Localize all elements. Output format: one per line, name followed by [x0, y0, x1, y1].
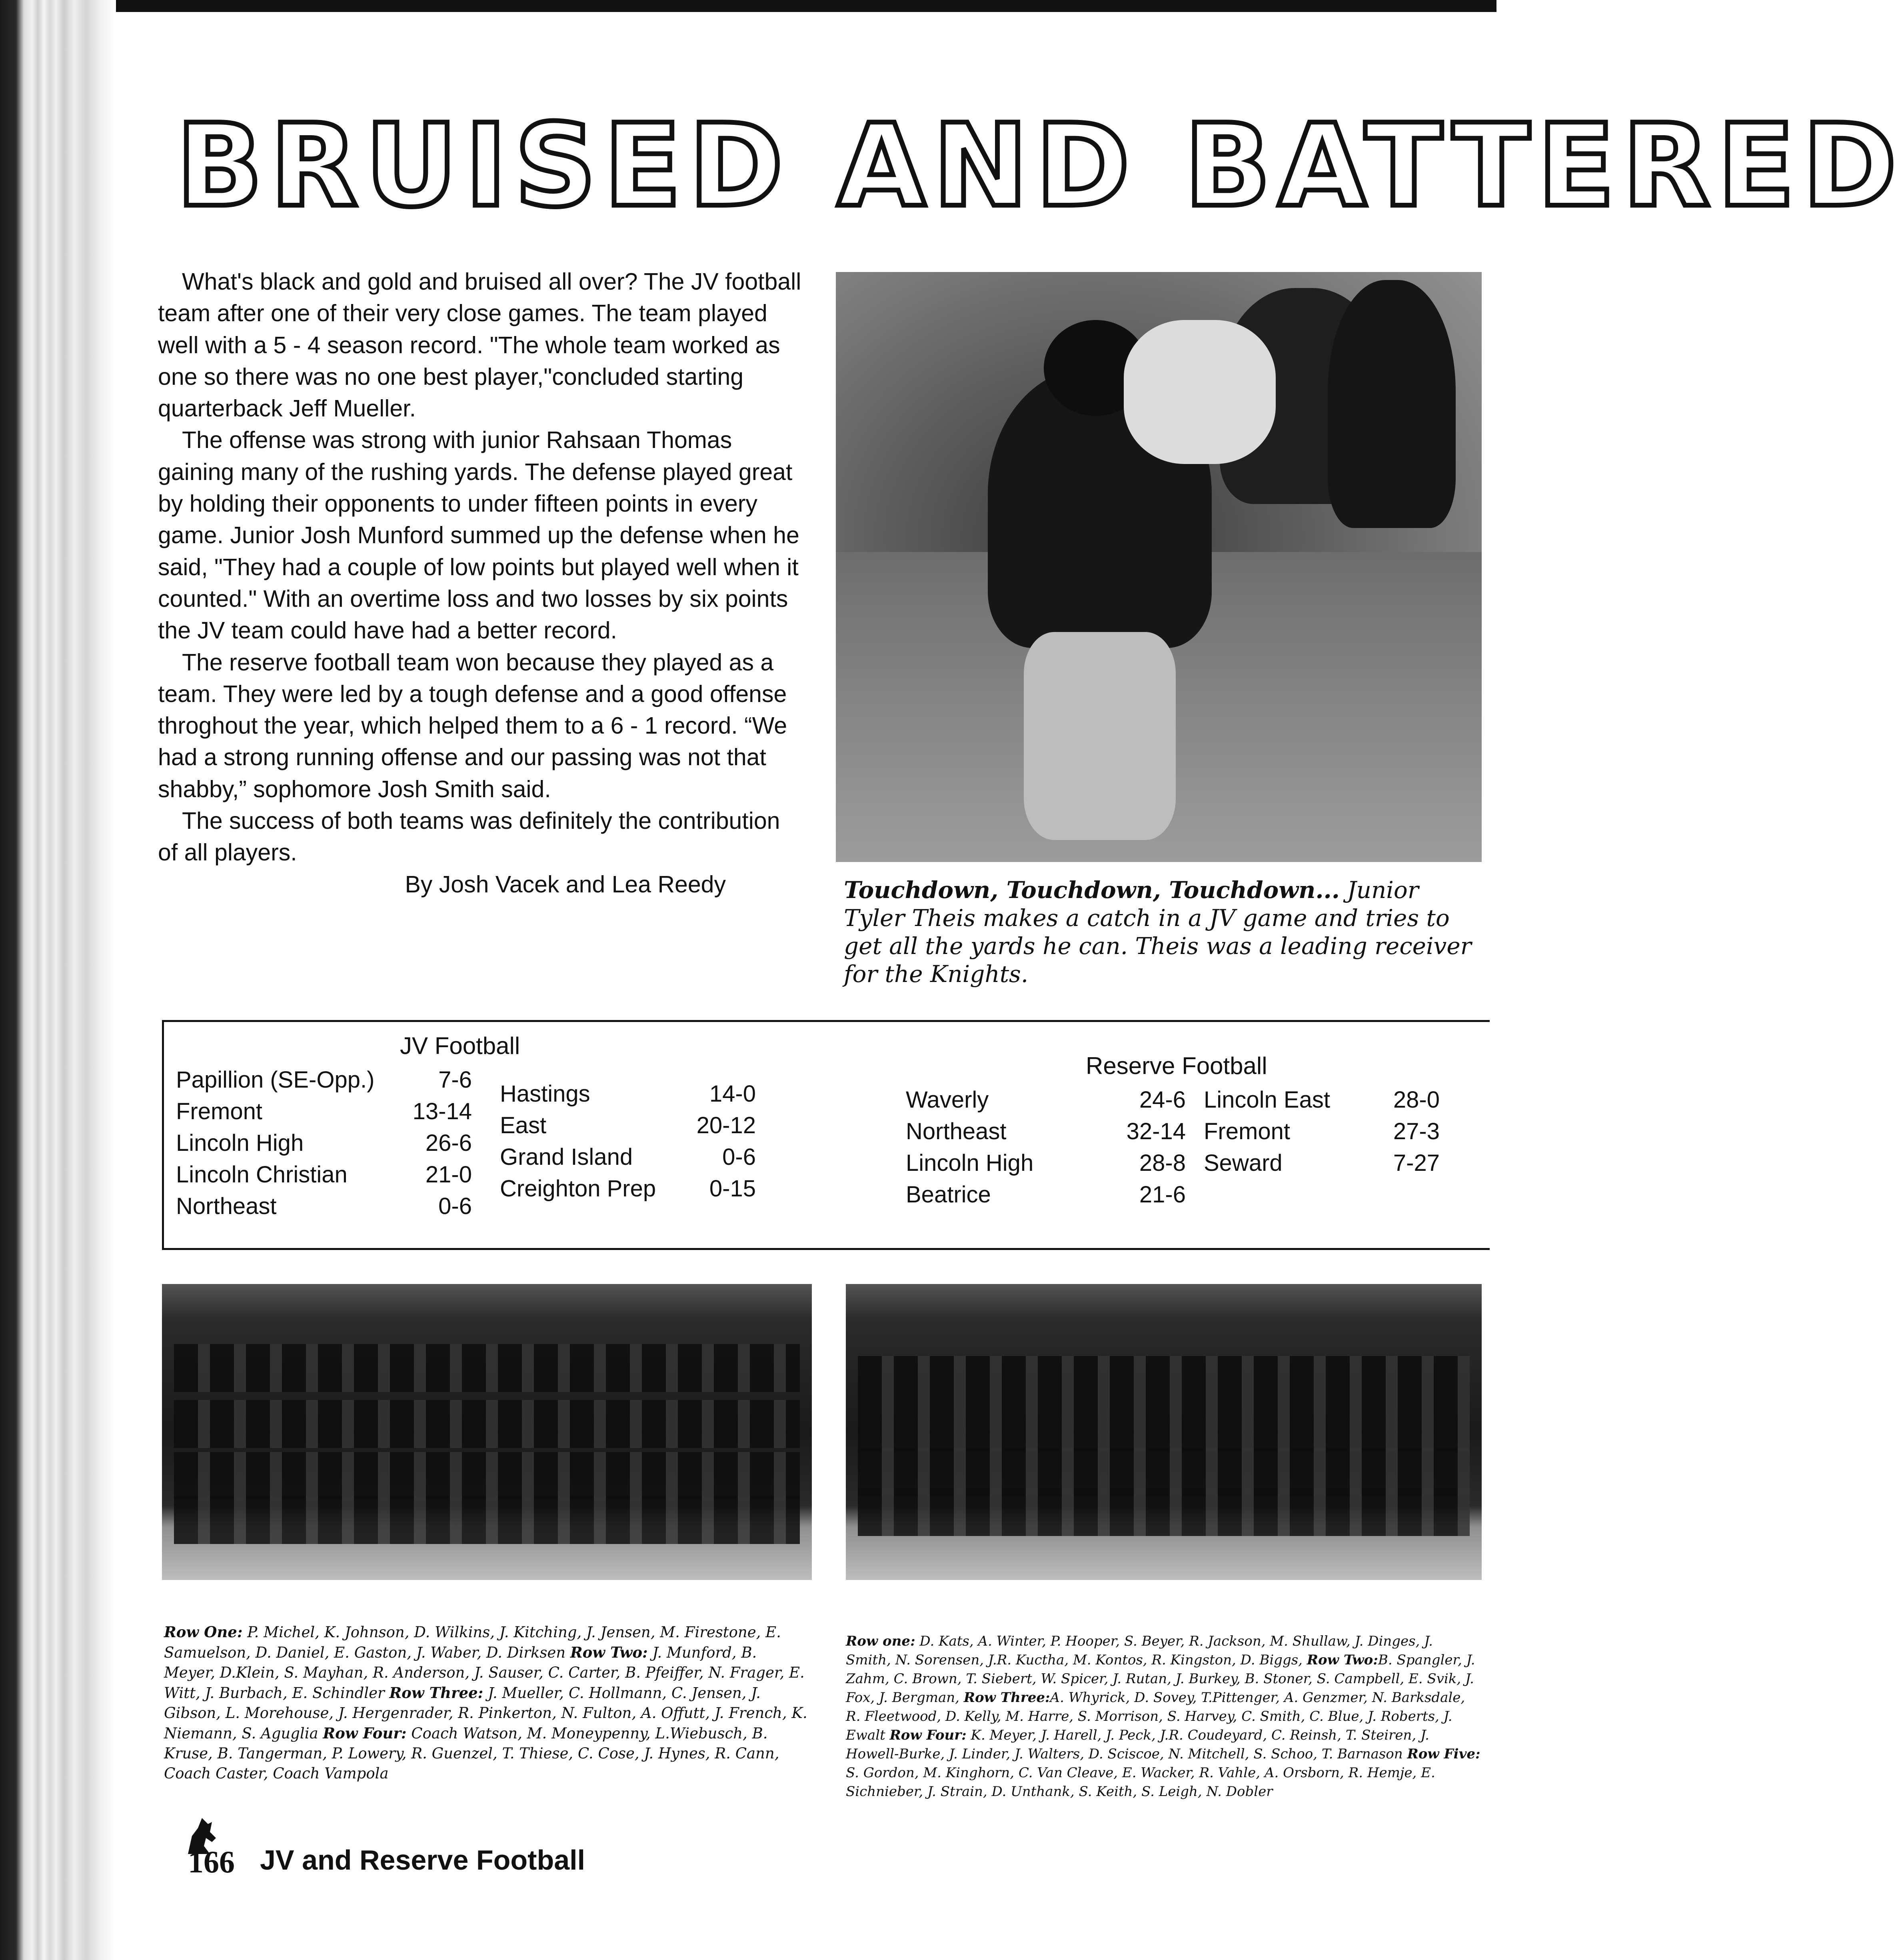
- roster-names: J. Mueller, C. Hollmann, C. Jensen, J. Gibson, L. Morehouse, J. Hergenrader, R. Pinkerton, N. Fulton, A. Offutt, J. French, K. Niemann, S. Aguglia: [164, 1684, 807, 1742]
- jv-roster-caption: [164, 1622, 812, 1784]
- roster-row-label: Row Five:: [1407, 1746, 1480, 1762]
- book-binding: [0, 0, 116, 1960]
- roster-row-label: Row Three:: [963, 1690, 1050, 1706]
- roster-names: D. Kats, A. Winter, P. Hooper, S. Beyer, R. Jackson, M. Shullaw, J. Dinges, J. Smith, N. Sorensen, J.R. Kuctha, M. Kontos, R. Kingston, D. Biggs,: [846, 1633, 1433, 1668]
- story-paragraph: The offense was strong with junior Rahsaan Thomas gaining many of the rushing yards. The defense played great by holding their opponents to under fifteen points in every game. Junior Josh Munford summed up the defense when he said, "They had a couple of low points but played well when it counted." With an overtime loss and two losses by six points the JV team could have had a better record.: [158, 427, 799, 644]
- story-paragraph: The reserve football team won because they played as a team. They were led by a tough defense and a good offense throghout the year, which helped them to a 6 - 1 record. “We had a strong running offense and our passing was not that shabby,” sophomore Josh Smith said.: [158, 649, 787, 802]
- story-text: [158, 266, 806, 900]
- schedule-row: Hastings 14-0: [500, 1081, 756, 1107]
- photo-defender: [1124, 320, 1276, 464]
- roster-row-label: Row Two:: [570, 1644, 648, 1661]
- jv-schedule-col1: [176, 1064, 472, 1222]
- roster-names: P. Michel, K. Johnson, D. Wilkins, J. Kitching, J. Jensen, M. Firestone, E. Samuelson, D. Daniel, E. Gaston, J. Waber, D. Dirksen: [164, 1624, 781, 1661]
- schedule-row: Grand Island 0-6: [500, 1144, 756, 1170]
- roster-row-label: Row One:: [164, 1623, 243, 1641]
- photo-row: [174, 1496, 800, 1544]
- schedule-row: Papillion (SE-Opp.) 7-6: [176, 1067, 472, 1093]
- roster-row-label: Row Three:: [389, 1684, 483, 1702]
- reserve-schedule-title: Reserve Football: [1086, 1052, 1267, 1079]
- roster-row-label: Row Four:: [323, 1724, 407, 1742]
- story-paragraph: What's black and gold and bruised all over? The JV football team after one of their very close games. The team played well with a 5 - 4 season record. "The whole team worked as one so there was no one best player,"concluded starting quarterback Jeff Mueller.: [158, 268, 801, 422]
- schedule-row: Beatrice 21-6: [906, 1182, 1186, 1208]
- roster-names: S. Gordon, M. Kinghorn, C. Van Cleave, E. Wacker, R. Vahle, A. Orsborn, R. Hemje, E. Sichnieber, J. Strain, D. Unthank, S. Keith, S. Leigh, N. Dobler: [846, 1765, 1435, 1800]
- byline: By Josh Vacek and Lea Reedy: [405, 871, 726, 898]
- roster-row-label: Row Two:: [1307, 1652, 1378, 1668]
- photo-row: [858, 1356, 1470, 1404]
- photo-row: [858, 1488, 1470, 1536]
- roster-names: K. Meyer, J. Harell, J. Peck, J.R. Coudeyard, C. Reinsh, T. Steiren, J. Howell-Burke, J. Linder, J. Walters, D. Sciscoe, N. Mitchell, S. Schoo, T. Barnason: [846, 1727, 1429, 1762]
- photo-row: [174, 1344, 800, 1392]
- photo-player-legs: [1024, 632, 1176, 840]
- section-title: JV and Reserve Football: [260, 1844, 585, 1876]
- roster-names: A. Whyrick, D. Sovey, T.Pittenger, A. Genzmer, N. Barksdale, R. Fleetwood, D. Kelly, M. Harre, S. Morrison, S. Harvey, C. Smith, C. Blue, J. Roberts, J. Ewalt: [846, 1690, 1465, 1743]
- jv-schedule-title: JV Football: [400, 1032, 520, 1059]
- schedule-row: Creighton Prep 0-15: [500, 1176, 756, 1202]
- schedule-row: Northeast 0-6: [176, 1193, 472, 1219]
- reserve-schedule-col2: [1204, 1084, 1440, 1179]
- roster-row-label: Row Four:: [889, 1727, 967, 1743]
- action-photo: [836, 272, 1482, 862]
- schedule-row: Lincoln Christian 21-0: [176, 1162, 472, 1188]
- reserve-roster-caption: [846, 1632, 1482, 1801]
- schedule-row: Fremont 13-14: [176, 1098, 472, 1124]
- jv-schedule-col2: [500, 1078, 756, 1204]
- photo-player: [1328, 280, 1456, 528]
- caption-lead: Touchdown, Touchdown, Touchdown...: [844, 876, 1340, 904]
- roster-names: J. Munford, B. Meyer, D.Klein, S. Mayhan, R. Anderson, J. Sauser, C. Carter, B. Pfeiffer, N. Frager, E. Witt, J. Burbach, E. Schindler: [164, 1644, 805, 1702]
- page-title: BRUISED AND BATTERED: [176, 100, 1904, 232]
- schedule-row: Lincoln High 28-8: [906, 1150, 1186, 1176]
- schedule-row: Waverly 24-6: [906, 1087, 1186, 1113]
- schedule-row: Northeast 32-14: [906, 1118, 1186, 1144]
- story-paragraph: The success of both teams was definitely the contribution of all players.: [158, 808, 780, 866]
- jv-team-photo: [162, 1284, 812, 1580]
- photo-caption: [844, 876, 1480, 988]
- page-top-edge: [0, 0, 1496, 12]
- reserve-schedule-col1: [906, 1084, 1186, 1210]
- photo-row: [858, 1404, 1470, 1452]
- schedule-row: Fremont 27-3: [1204, 1118, 1440, 1144]
- caption-text: Junior Tyler Theis makes a catch in a JV game and tries to get all the yards he can. Theis was a leading receiver for the Knights.: [844, 876, 1472, 988]
- roster-names: Coach Watson, M. Moneypenny, L.Wiebusch, B. Kruse, B. Tangerman, P. Lowery, R. Guenzel, T. Thiese, C. Cose, J. Hynes, R. Cann, Coach Caster, Coach Vampola: [164, 1725, 779, 1782]
- schedule-row: Lincoln East 28-0: [1204, 1087, 1440, 1113]
- page-number: 166: [188, 1844, 235, 1879]
- photo-row: [174, 1452, 800, 1500]
- schedule-row: Seward 7-27: [1204, 1150, 1440, 1176]
- photo-row: [174, 1400, 800, 1448]
- schedule-row: Lincoln High 26-6: [176, 1130, 472, 1156]
- roster-row-label: Row one:: [846, 1633, 915, 1649]
- schedule-row: East 20-12: [500, 1112, 756, 1138]
- roster-names: B. Spangler, J. Zahm, C. Brown, T. Siebert, W. Spicer, J. Rutan, J. Burkey, B. Stoner, S. Campbell, E. Svik, J. Fox, J. Bergman,: [846, 1652, 1475, 1706]
- reserve-team-photo: [846, 1284, 1482, 1580]
